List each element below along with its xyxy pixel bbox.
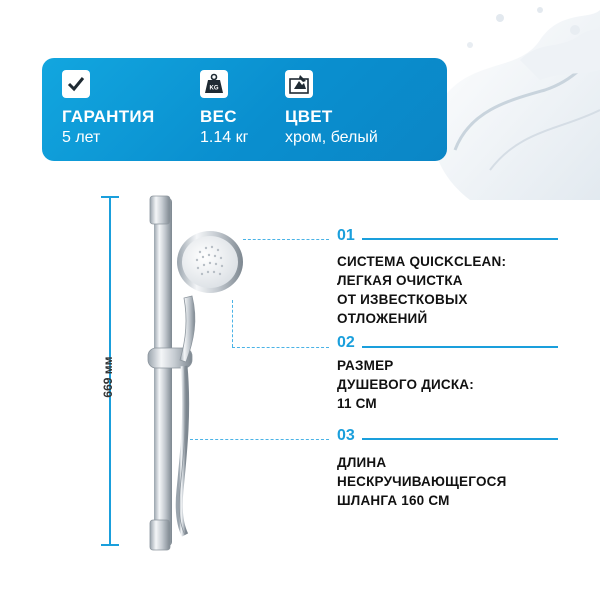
warranty-value: 5 лет bbox=[62, 129, 101, 146]
feature-banner bbox=[42, 58, 447, 161]
leader-line-03 bbox=[190, 439, 329, 440]
warranty-title: ГАРАНТИЯ bbox=[62, 107, 155, 126]
weight-icon-label: KG bbox=[209, 85, 219, 92]
callout-number-02: 02 bbox=[337, 334, 355, 351]
callout-rule-01 bbox=[362, 238, 558, 240]
shower-set-image bbox=[140, 190, 250, 555]
callout-text-03: ДЛИНА НЕСКРУЧИВАЮЩЕГОСЯ ШЛАНГА 160 СМ bbox=[337, 455, 507, 508]
weight-value: 1.14 кг bbox=[200, 129, 249, 146]
color-feature bbox=[285, 70, 378, 147]
color-title: ЦВЕТ bbox=[285, 107, 333, 126]
callout-number-03: 03 bbox=[337, 427, 355, 444]
dimension-label: 669 мм bbox=[101, 356, 115, 398]
weight-icon bbox=[200, 70, 228, 98]
leader-line-01 bbox=[243, 239, 329, 240]
callout-text-01: СИСТЕМА QUICKCLEAN: ЛЕГКАЯ ОЧИСТКА ОТ ИЗВЕСТКОВЫХ ОТЛОЖЕНИЙ bbox=[337, 254, 507, 326]
color-value: хром, белый bbox=[285, 129, 378, 146]
weight-title: ВЕС bbox=[200, 107, 237, 126]
weight-feature bbox=[200, 70, 248, 147]
dimension-cap-bottom bbox=[101, 544, 119, 546]
callout-rule-02 bbox=[362, 346, 558, 348]
checkmark-icon bbox=[62, 70, 90, 98]
paint-icon bbox=[285, 70, 313, 98]
callout-number-01: 01 bbox=[337, 227, 355, 244]
callout-text-02: РАЗМЕР ДУШЕВОГО ДИСКА: 11 СМ bbox=[337, 358, 474, 411]
leader-line-02-vertical bbox=[232, 300, 233, 347]
callout-rule-03 bbox=[362, 438, 558, 440]
warranty-feature bbox=[62, 70, 154, 147]
leader-line-02 bbox=[232, 347, 329, 348]
